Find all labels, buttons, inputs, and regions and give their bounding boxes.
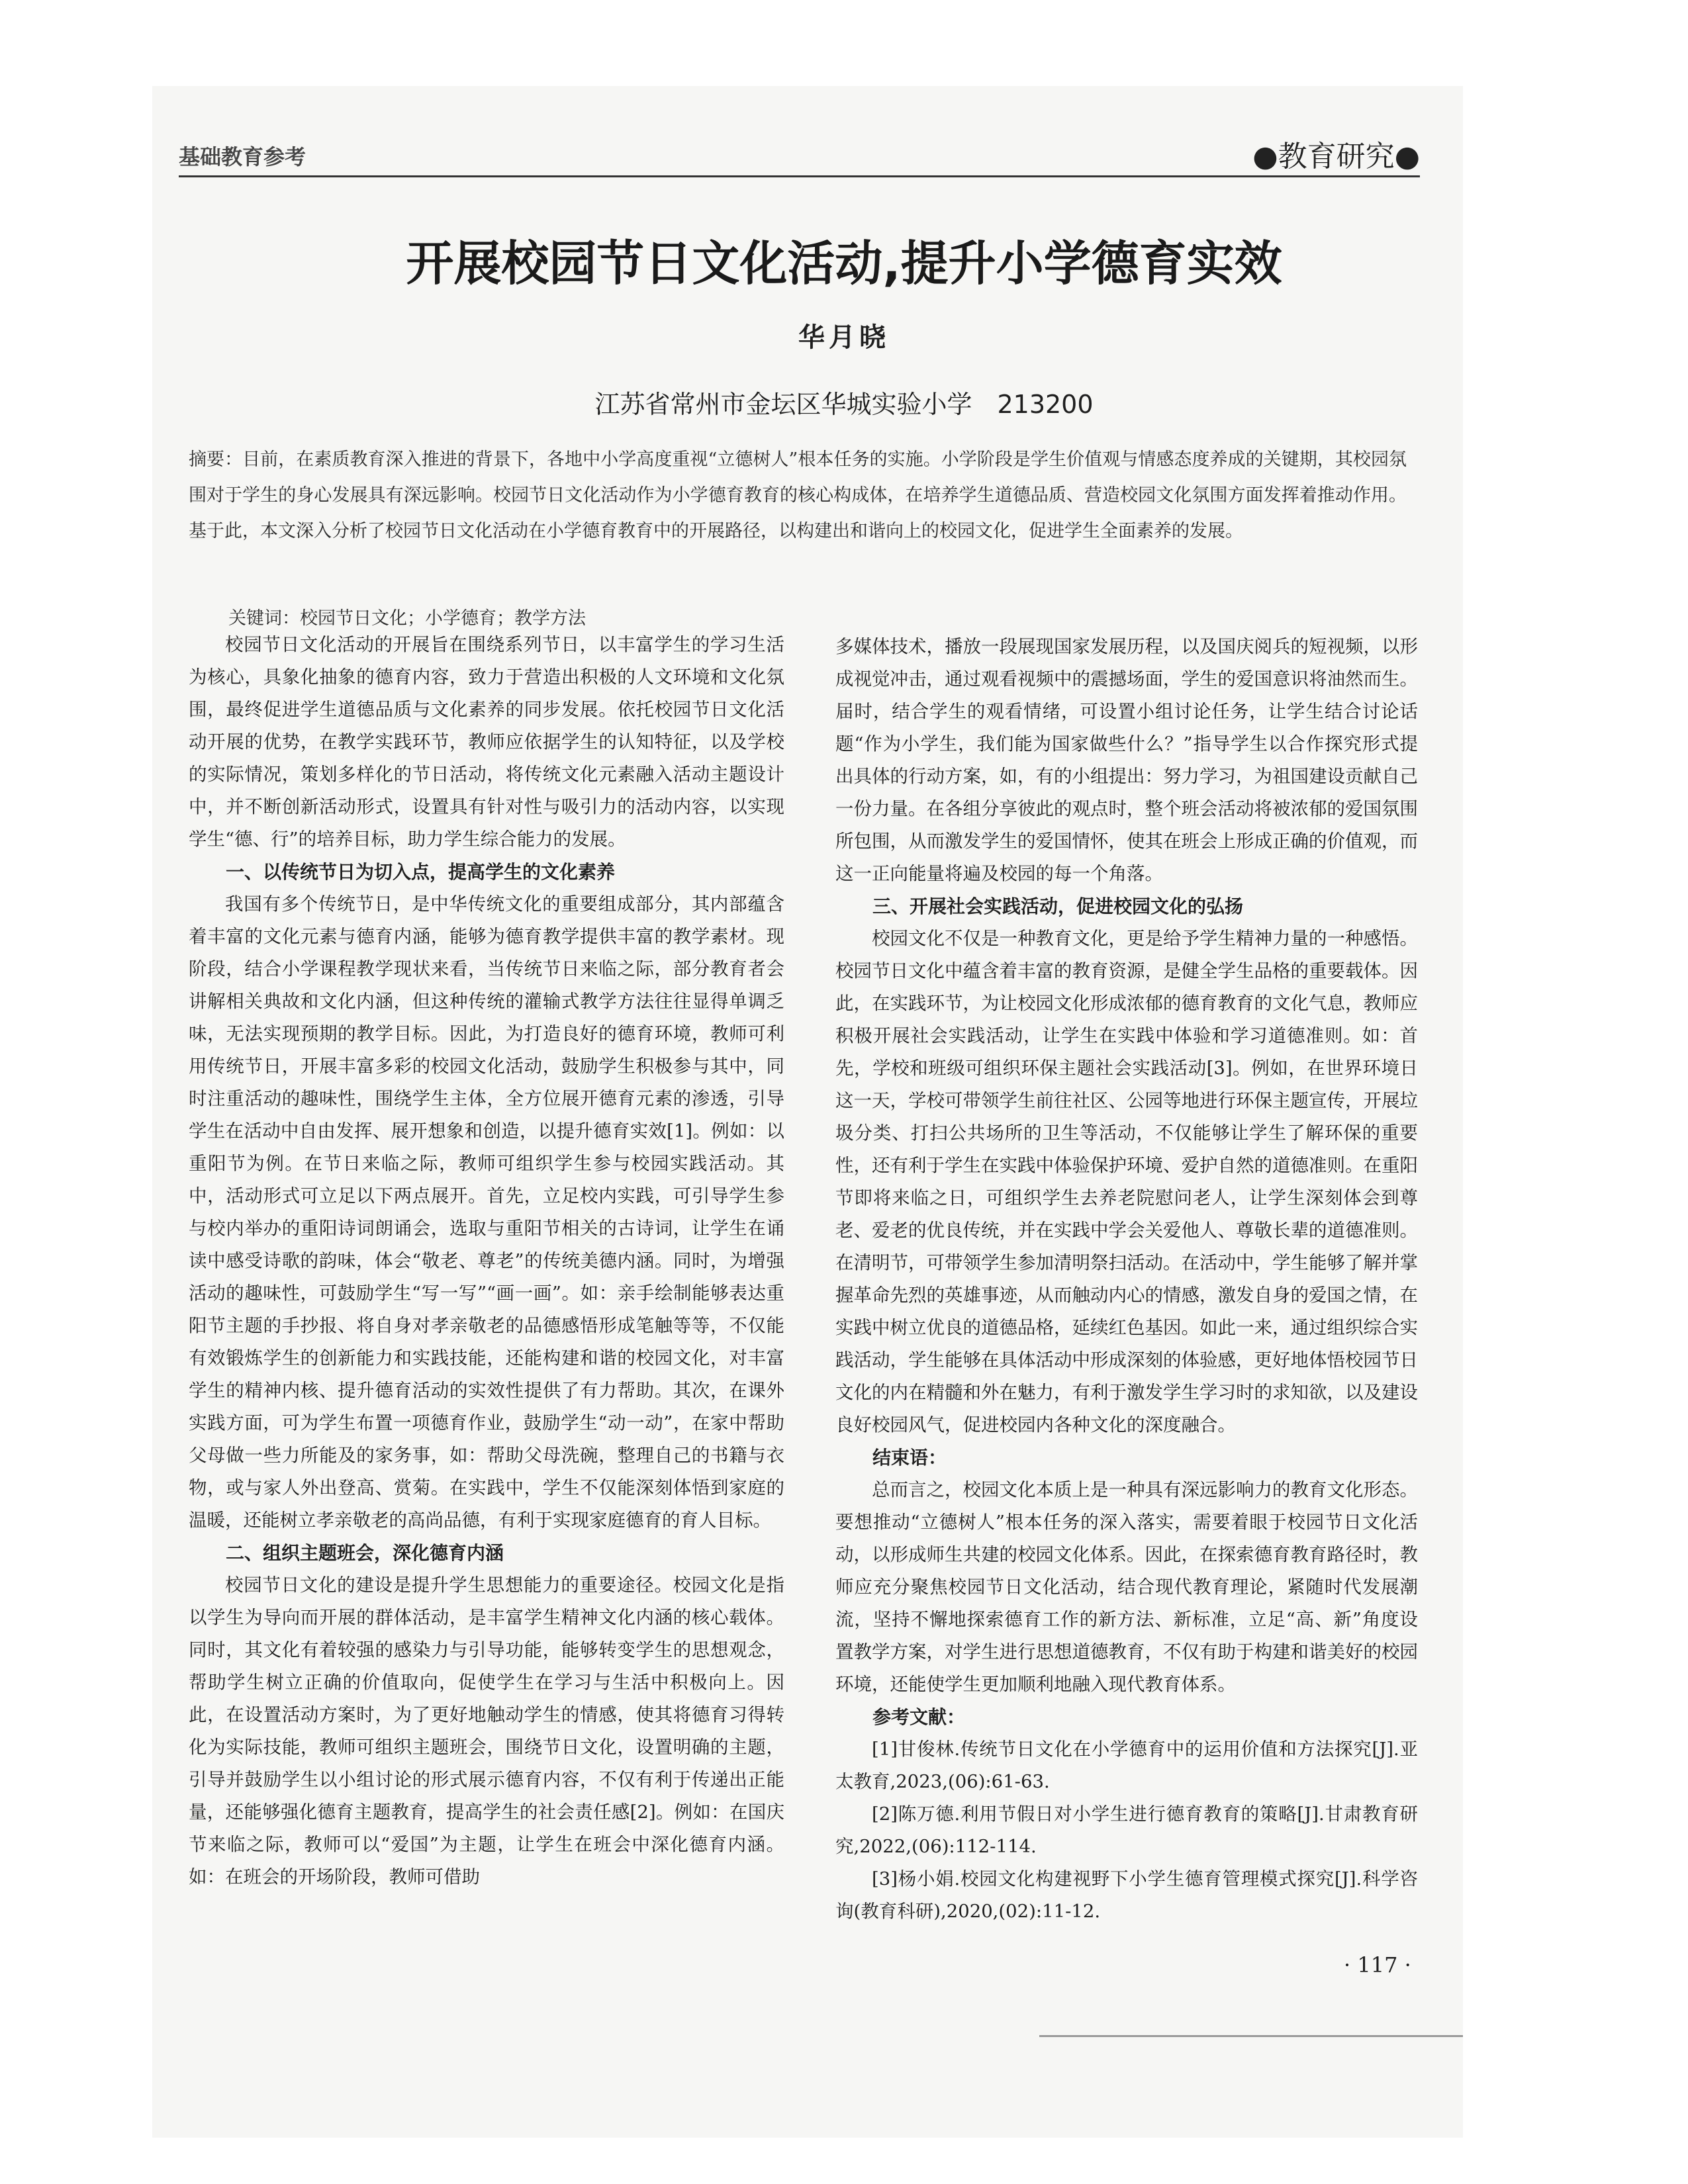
conclusion-paragraph: 总而言之，校园文化本质上是一种具有深远影响力的教育文化形态。要想推动“立德树人”根本任务的深入落实，需要着眼于校园节日文化活动，以形成师生共建的校园文化体系。因此，在探索德育教育路径时，教师应充分聚焦校园节日文化活动，结合现代教育理论，紧随时代发展潮流，坚持不懈地探索德育工作的新方法、新标准，立足“高、新”角度设置教学方案，对学生进行思想道德教育，不仅有助于构建和谐美好的校园环境，还能使学生更加顺利地融入现代教育体系。 [835, 1479, 1418, 1695]
footer-divider [1039, 2035, 1463, 2037]
abstract: 摘要：目前，在素质教育深入推进的背景下，各地中小学高度重视“立德树人”根本任务的实施。小学阶段是学生价值观与情感态度养成的关键期，其校园氛围对于学生的身心发展具有深远影响。校园节日文化活动作为小学德育教育的核心构成体，在培养学生道德品质、营造校园文化氛围方面发挥着推动作用。基于此，本文深入分析了校园节日文化活动在小学德育教育中的开展路径，以构建出和谐向上的校园文化，促进学生全面素养的发展。 [189, 449, 1407, 541]
section-heading-2: 二、组织主题班会，深化德育内涵 [226, 1542, 504, 1564]
journal-name: 基础教育参考 [179, 144, 306, 169]
reference-item: [3]杨小娟.校园文化构建视野下小学生德育管理模式探究[J].科学咨询(教育科研),2020,(02):11-12. [835, 1868, 1418, 1922]
intro-paragraph: 校园节日文化活动的开展旨在围绕系列节日，以丰富学生的学习生活为核心，具象化抽象的德育内容，致力于营造出积极的人文环境和文化氛围，最终促进学生道德品质与文化素养的同步发展。依托校园节日文化活动开展的优势，在教学实践环节，教师应依据学生的认知特征，以及学校的实际情况，策划多样化的节日活动，将传统文化元素融入活动主题设计中，并不断创新活动形式，设置具有针对性与吸引力的活动内容，以实现学生“德、行”的培养目标，助力学生综合能力的发展。 [189, 634, 784, 850]
header-divider [179, 175, 1420, 177]
author-name: 华月晓 [798, 322, 890, 353]
reference-item: [1]甘俊林.传统节日文化在小学德育中的运用价值和方法探究[J].亚太教育,2023,(06):61-63. [835, 1739, 1418, 1792]
reference-item: [2]陈万德.利用节假日对小学生进行德育教育的策略[J].甘肃教育研究,2022,(06):112-114. [835, 1803, 1418, 1857]
conclusion-heading: 结束语： [872, 1447, 947, 1469]
section-2-paragraph: 校园节日文化的建设是提升学生思想能力的重要途径。校园文化是指以学生为导向而开展的群体活动，是丰富学生精神文化内涵的核心载体。同时，其文化有着较强的感染力与引导功能，能够转变学生的思想观念，帮助学生树立正确的价值取向，促使学生在学习与生活中积极向上。因此，在设置活动方案时，为了更好地触动学生的情感，使其将德育习得转化为实际技能，教师可组织主题班会，围绕节日文化，设置明确的主题，引导并鼓励学生以小组讨论的形式展示德育内容，不仅有利于传递出正能量，还能够强化德育主题教育，提高学生的社会责任感[2]。例如：在国庆节来临之际，教师可以“爱国”为主题，让学生在班会中深化德育内涵。如：在班会的开场阶段，教师可借助 [189, 1574, 784, 1888]
section-1-paragraph: 我国有多个传统节日，是中华传统文化的重要组成部分，其内部蕴含着丰富的文化元素与德育内涵，能够为德育教学提供丰富的教学素材。现阶段，结合小学课程教学现状来看，当传统节日来临之际，部分教育者会讲解相关典故和文化内涵，但这种传统的灌输式教学方法往往显得单调乏味，无法实现预期的教学目标。因此，为打造良好的德育环境，教师可利用传统节日，开展丰富多彩的校园文化活动，鼓励学生积极参与其中，同时注重活动的趣味性，围绕学生主体，全方位展开德育元素的渗透，引导学生在活动中自由发挥、展开想象和创造，以提升德育实效[1]。例如：以重阳节为例。在节日来临之际，教师可组织学生参与校园实践活动。其中，活动形式可立足以下两点展开。首先，立足校内实践，可引导学生参与校内举办的重阳诗词朗诵会，选取与重阳节相关的古诗词，让学生在诵读中感受诗歌的韵味，体会“敬老、尊老”的传统美德内涵。同时，为增强活动的趣味性，可鼓励学生“写一写”“画一画”。如：亲手绘制能够表达重阳节主题的手抄报、将自身对孝亲敬老的品德感悟形成笔触等等，不仅能有效锻炼学生的创新能力和实践技能，还能构建和谐的校园文化，对丰富学生的精神内核、提升德育活动的实效性提供了有力帮助。其次，在课外实践方面，可为学生布置一项德育作业，鼓励学生“动一动”，在家中帮助父母做一些力所能及的家务事，如：帮助父母洗碗，整理自己的书籍与衣物，或与家人外出登高、赏菊。在实践中，学生不仅能深刻体悟到家庭的温暖，还能树立孝亲敬老的高尚品德，有利于实现家庭德育的育人目标。 [189, 893, 784, 1531]
keywords: 关键词：校园节日文化；小学德育；教学方法 [228, 608, 586, 629]
article-title: 开展校园节日文化活动,提升小学德育实效 [406, 236, 1282, 291]
section-label: ●教育研究● [1252, 140, 1420, 173]
author-affiliation: 江苏省常州市金坛区华城实验小学 213200 [594, 390, 1094, 419]
page-number: · 117 · [1344, 1952, 1411, 1978]
references-heading: 参考文献： [872, 1706, 966, 1728]
section-3-paragraph: 校园文化不仅是一种教育文化，更是给予学生精神力量的一种感悟。校园节日文化中蕴含着丰富的教育资源，是健全学生品格的重要载体。因此，在实践环节，为让校园文化形成浓郁的德育教育的文化气息，教师应积极开展社会实践活动，让学生在实践中体验和学习道德准则。如：首先，学校和班级可组织环保主题社会实践活动[3]。例如，在世界环境日这一天，学校可带领学生前往社区、公园等地进行环保主题宣传，开展垃圾分类、打扫公共场所的卫生等活动，不仅能够让学生了解环保的重要性，还有利于学生在实践中体验保护环境、爱护自然的道德准则。在重阳节即将来临之日，可组织学生去养老院慰问老人，让学生深刻体会到尊老、爱老的优良传统，并在实践中学会关爱他人、尊敬长辈的道德准则。在清明节，可带领学生参加清明祭扫活动。在活动中，学生能够了解并掌握革命先烈的英雄事迹，从而触动内心的情感，激发自身的爱国之情，在实践中树立优良的道德品格，延续红色基因。如此一来，通过组织综合实践活动，学生能够在具体活动中形成深刻的体验感，更好地体悟校园节日文化的内在精髓和外在魅力，有利于激发学生学习时的求知欲，以及建设良好校园风气，促进校园内各种文化的深度融合。 [835, 928, 1418, 1435]
right-column [835, 631, 1418, 1928]
left-column [189, 629, 784, 1893]
section-heading-3: 三、开展社会实践活动，促进校园文化的弘扬 [872, 895, 1244, 917]
section-heading-1: 一、以传统节日为切入点，提高学生的文化素养 [226, 861, 616, 883]
section-2-continuation: 多媒体技术，播放一段展现国家发展历程，以及国庆阅兵的短视频，以形成视觉冲击，通过观看视频中的震撼场面，学生的爱国意识将油然而生。届时，结合学生的观看情绪，可设置小组讨论任务，让学生结合讨论话题“作为小学生，我们能为国家做些什么？”指导学生以合作探究形式提出具体的行动方案，如，有的小组提出：努力学习，为祖国建设贡献自己一份力量。在各组分享彼此的观点时，整个班会活动将被浓郁的爱国氛围所包围，从而激发学生的爱国情怀，使其在班会上形成正确的价值观，而这一正向能量将遍及校园的每一个角落。 [835, 636, 1418, 884]
